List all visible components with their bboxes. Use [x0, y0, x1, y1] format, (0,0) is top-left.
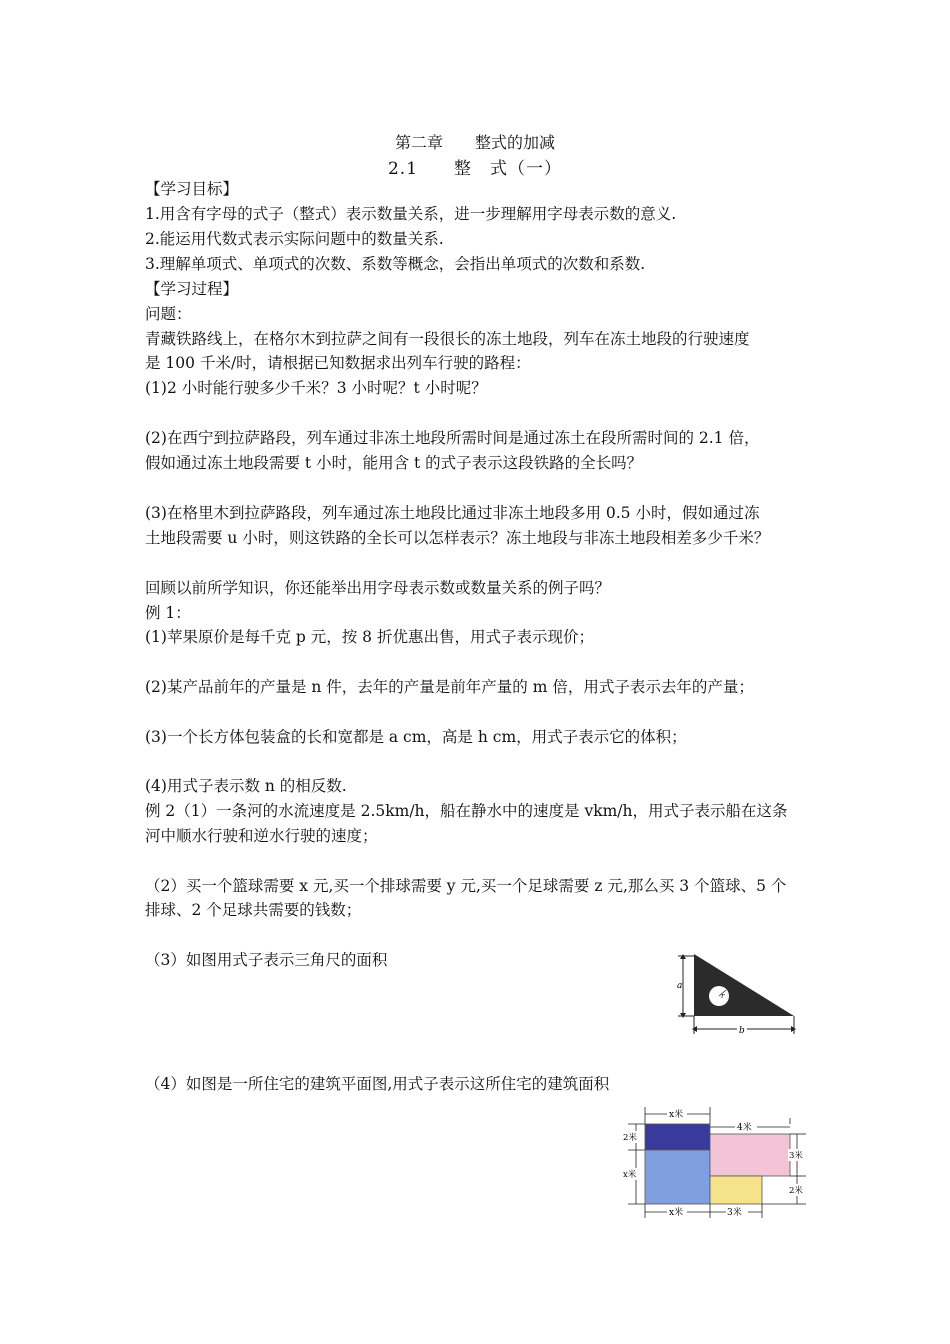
- room-dark-blue: [645, 1124, 710, 1150]
- objective-item: 2.能运用代数式表示实际问题中的数量关系.: [145, 230, 444, 248]
- example-2-q2-line: （2）买一个篮球需要 x 元,买一个排球需要 y 元,买一个足球需要 z 元,那么买 3 个篮球、5 个: [145, 877, 787, 895]
- triangle-ruler-figure: [670, 948, 810, 1038]
- label-r: r: [721, 992, 725, 1000]
- label-top-left: x米: [669, 1110, 684, 1120]
- example-2-q4: （4）如图是一所住宅的建筑平面图,用式子表示这所住宅的建筑面积: [145, 1075, 610, 1093]
- label-bottom-right: 3米: [727, 1208, 742, 1218]
- label-bottom-left: x米: [669, 1208, 684, 1218]
- example-1-item: (1)苹果原价是每千克 p 元，按 8 折优惠出售，用式子表示现价；: [145, 628, 594, 646]
- example-2-q1-line: 例 2（1）一条河的水流速度是 2.5km/h，船在静水中的速度是 vkm/h，用式子表示船在这条: [145, 802, 788, 820]
- example-2-q1-line: 河中顺水行驶和逆水行驶的速度；: [145, 827, 378, 845]
- example-1-item: (2)某产品前年的产量是 n 件，去年的产量是前年产量的 m 倍，用式子表示去年的产量；: [145, 678, 754, 696]
- question-2-line: 假如通过冻土地段需要 t 小时，能用含 t 的式子表示这段铁路的全长吗？: [145, 454, 643, 472]
- objective-item: 3.理解单项式、单项式的次数、系数等概念，会指出单项式的次数和系数.: [145, 255, 646, 273]
- review-question: 回顾以前所学知识，你还能举出用字母表示数或数量关系的例子吗？: [145, 579, 611, 597]
- room-light-blue: [645, 1150, 710, 1204]
- example-1-label: 例 1：: [145, 604, 191, 622]
- objective-item: 1.用含有字母的式子（整式）表示数量关系，进一步理解用字母表示数的意义.: [145, 205, 677, 223]
- label-left-mid: x米: [623, 1170, 637, 1180]
- label-left-top: 2米: [623, 1133, 637, 1143]
- room-yellow: [710, 1176, 762, 1204]
- section-title: 2.1 整 式（一）: [387, 159, 563, 179]
- example-1-item: (4)用式子表示数 n 的相反数.: [145, 777, 347, 795]
- triangle-shape: [694, 954, 794, 1016]
- question-3-line: 土地段需要 u 小时，则这铁路的全长可以怎样表示？冻土地段与非冻土地段相差多少千米？: [145, 529, 770, 547]
- label-right-top: 3米: [789, 1151, 803, 1161]
- problem-label: 问题：: [145, 305, 192, 323]
- label-a: a: [677, 981, 683, 991]
- label-b: b: [739, 1026, 745, 1036]
- label-right-bottom: 2米: [789, 1186, 803, 1196]
- objectives-heading: 【学习目标】: [145, 180, 239, 198]
- floor-plan-figure: [620, 1104, 810, 1222]
- question-2-line: (2)在西宁到拉萨路段，列车通过非冻土地段所需时间是通过冻土在段所需时间的 2.1 倍，: [145, 429, 760, 447]
- question-3-line: (3)在格里木到拉萨路段，列车通过冻土地段比通过非冻土地段多用 0.5 小时，假如通过冻: [145, 504, 760, 522]
- example-1-item: (3)一个长方体包装盒的长和宽都是 a cm，高是 h cm，用式子表示它的体积；: [145, 728, 687, 746]
- label-top-right: 4米: [737, 1123, 752, 1133]
- problem-intro-line: 是 100 千米/时，请根据已知数据求出列车行驶的路程：: [145, 354, 531, 372]
- question-1: (1)2 小时能行驶多少千米？3 小时呢？t 小时呢？: [145, 379, 487, 397]
- room-pink: [710, 1134, 790, 1176]
- process-heading: 【学习过程】: [145, 280, 239, 298]
- problem-intro-line: 青藏铁路线上，在格尔木到拉萨之间有一段很长的冻土地段，列车在冻土地段的行驶速度: [145, 330, 750, 348]
- example-2-q3: （3）如图用式子表示三角尺的面积: [145, 951, 388, 969]
- example-2-q2-line: 排球、2 个足球共需要的钱数；: [145, 901, 362, 919]
- chapter-title: 第二章 整式的加减: [394, 133, 555, 152]
